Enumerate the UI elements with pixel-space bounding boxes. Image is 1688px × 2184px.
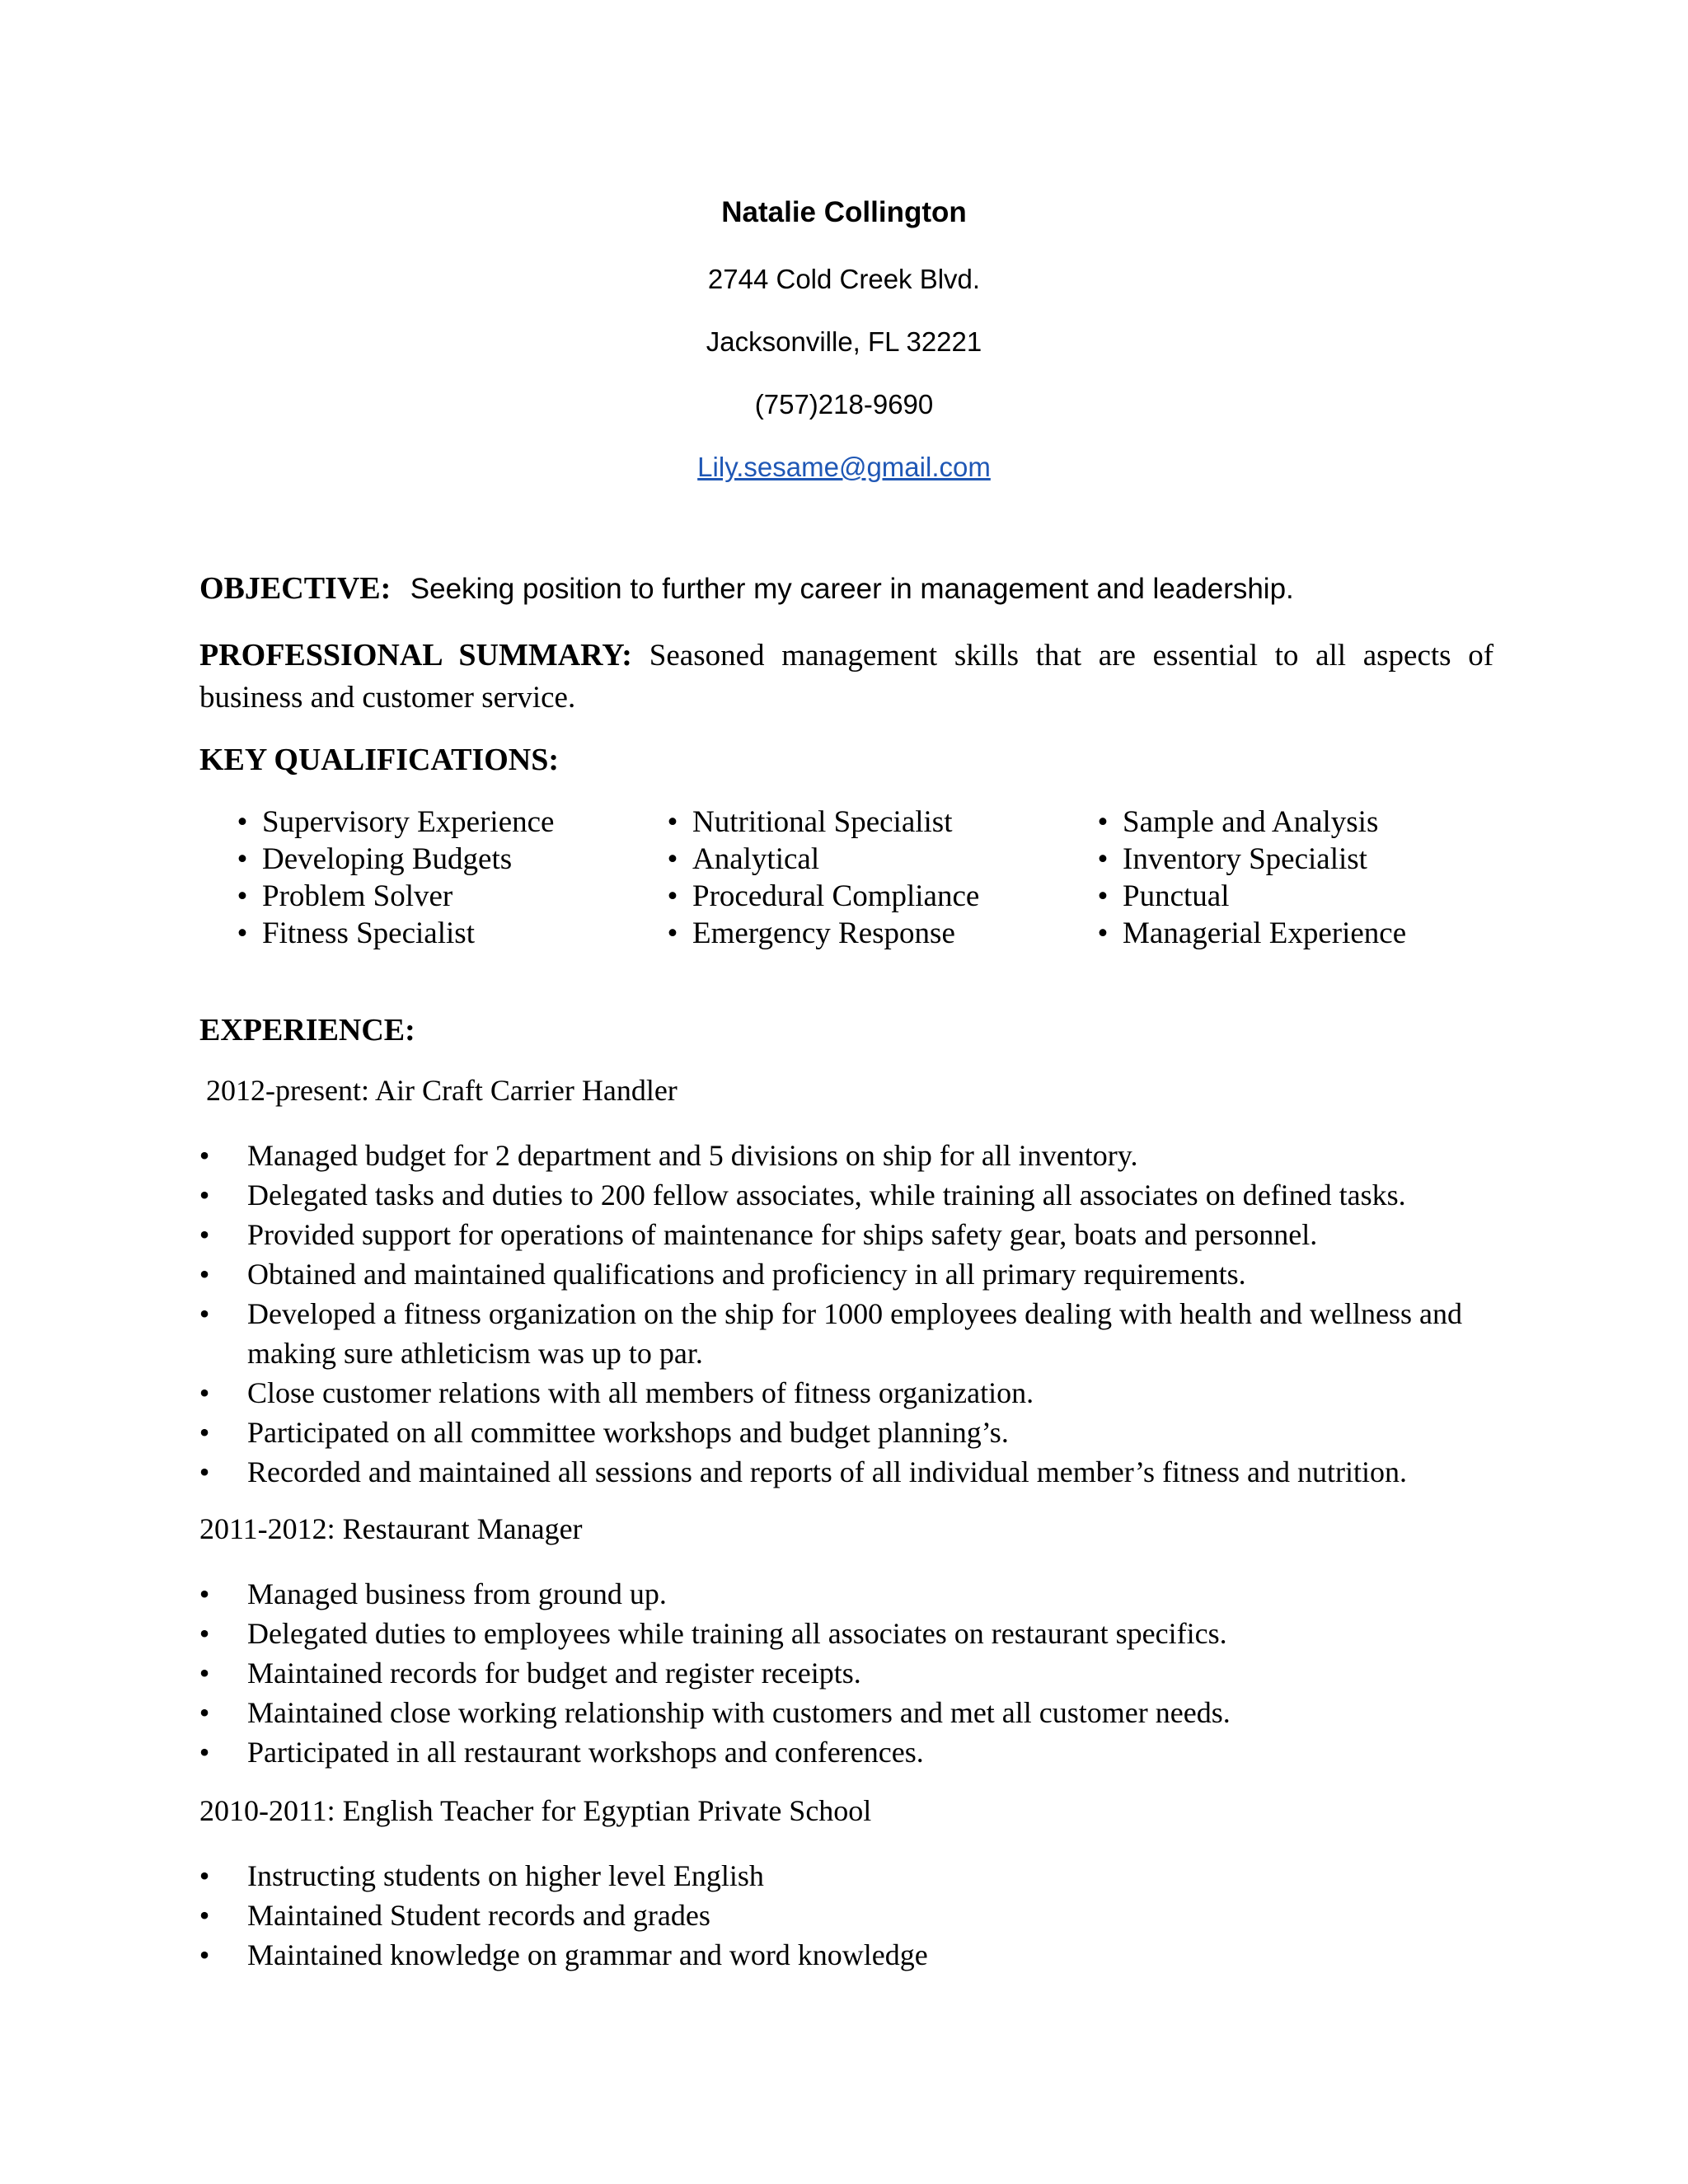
list-item: • Participated on all committee workshops and budget planning’s. [247, 1413, 1508, 1452]
bullet-icon: • [199, 1179, 210, 1212]
job-title: 2011-2012: Restaurant Manager [199, 1512, 583, 1545]
list-item: • Developed a fitness organization on the ship for 1000 employees dealing with health and wellness and making sure athleticism was up to par. [247, 1294, 1508, 1373]
bullet-icon: • [237, 879, 248, 913]
list-item: • Procedural Compliance [692, 878, 1154, 915]
list-item: • Obtained and maintained qualifications and proficiency in all primary requirements. [247, 1254, 1508, 1294]
list-item: • Developing Budgets [262, 841, 724, 878]
list-item: • Sample and Analysis [1123, 804, 1584, 841]
list-item: • Maintained knowledge on grammar and word knowledge [247, 1935, 1508, 1975]
job-duties-list [199, 1574, 1508, 1772]
job-duties-list [199, 1136, 1508, 1492]
email-row [0, 452, 1688, 483]
qualifications-heading: KEY QUALIFICATIONS: [199, 743, 559, 777]
bullet-icon: • [199, 1859, 210, 1892]
list-item: • Nutritional Specialist [692, 804, 1154, 841]
bullet-icon: • [1097, 805, 1109, 839]
objective-section [199, 570, 1493, 607]
bullet-icon: • [199, 1297, 210, 1330]
bullet-icon: • [199, 1577, 210, 1610]
list-item: • Emergency Response [692, 915, 1154, 952]
qualifications-column-3 [1097, 804, 1584, 952]
list-item: • Fitness Specialist [262, 915, 724, 952]
bullet-icon: • [199, 1617, 210, 1650]
qualifications-column-2 [667, 804, 1154, 952]
list-item: • Maintained close working relationship with customers and met all customer needs. [247, 1693, 1508, 1732]
list-item: • Recorded and maintained all sessions and reports of all individual member’s fitness and nutrition. [247, 1452, 1508, 1492]
job-title: 2010-2011: English Teacher for Egyptian Private School [199, 1794, 872, 1827]
list-item: • Managerial Experience [1123, 915, 1584, 952]
bullet-icon: • [199, 1657, 210, 1690]
list-item: • Managed business from ground up. [247, 1574, 1508, 1614]
bullet-icon: • [667, 805, 678, 839]
bullet-icon: • [199, 1899, 210, 1932]
summary-label: PROFESSIONAL SUMMARY: [199, 638, 632, 673]
list-item: • Maintained records for budget and register receipts. [247, 1653, 1508, 1693]
summary-text: Seasoned management skills that are essential to all aspects of business and customer service. [199, 639, 1494, 715]
bullet-icon: • [237, 842, 248, 876]
list-item: • Instructing students on higher level English [247, 1856, 1508, 1896]
experience-heading: EXPERIENCE: [199, 1013, 415, 1047]
bullet-icon: • [667, 842, 678, 876]
job-title: 2012-present: Air Craft Carrier Handler [206, 1074, 678, 1107]
bullet-icon: • [199, 1376, 210, 1409]
street-address: 2744 Cold Creek Blvd. [707, 264, 981, 294]
bullet-icon: • [667, 879, 678, 913]
summary-section [199, 635, 1493, 719]
list-item: • Supervisory Experience [262, 804, 724, 841]
list-item: • Provided support for operations of maintenance for ships safety gear, boats and personnel. [247, 1215, 1508, 1254]
list-item: • Inventory Specialist [1123, 841, 1584, 878]
bullet-icon: • [199, 1938, 210, 1971]
bullet-icon: • [199, 1736, 210, 1769]
objective-text: Seeking position to further my career in management and leadership. [410, 573, 1294, 605]
city-state-zip: Jacksonville, FL 32221 [706, 326, 982, 357]
bullet-icon: • [237, 805, 248, 839]
bullet-icon: • [1097, 842, 1109, 876]
objective-label: OBJECTIVE: [199, 571, 392, 606]
bullet-icon: • [199, 1139, 210, 1172]
bullet-icon: • [199, 1416, 210, 1449]
bullet-icon: • [1097, 879, 1109, 913]
list-item: • Problem Solver [262, 878, 724, 915]
qualifications-column-1 [237, 804, 724, 952]
list-item: • Analytical [692, 841, 1154, 878]
list-item: • Punctual [1123, 878, 1584, 915]
bullet-icon: • [237, 916, 248, 950]
bullet-icon: • [199, 1258, 210, 1291]
bullet-icon: • [667, 916, 678, 950]
list-item: • Maintained Student records and grades [247, 1896, 1508, 1935]
list-item: • Delegated duties to employees while training all associates on restaurant specifics. [247, 1614, 1508, 1653]
bullet-icon: • [199, 1455, 210, 1488]
email-link[interactable]: Lily.sesame@gmail.com [697, 452, 991, 482]
list-item: • Managed budget for 2 department and 5 divisions on ship for all inventory. [247, 1136, 1508, 1175]
bullet-icon: • [199, 1218, 210, 1251]
list-item: • Close customer relations with all members of fitness organization. [247, 1373, 1508, 1413]
bullet-icon: • [1097, 916, 1109, 950]
bullet-icon: • [199, 1696, 210, 1729]
phone-number: (757)218-9690 [754, 389, 934, 419]
candidate-name: Natalie Collington [721, 196, 967, 228]
job-duties-list [199, 1856, 1508, 1975]
list-item: • Delegated tasks and duties to 200 fellow associates, while training all associates on defined tasks. [247, 1175, 1508, 1215]
list-item: • Participated in all restaurant workshops and conferences. [247, 1732, 1508, 1772]
